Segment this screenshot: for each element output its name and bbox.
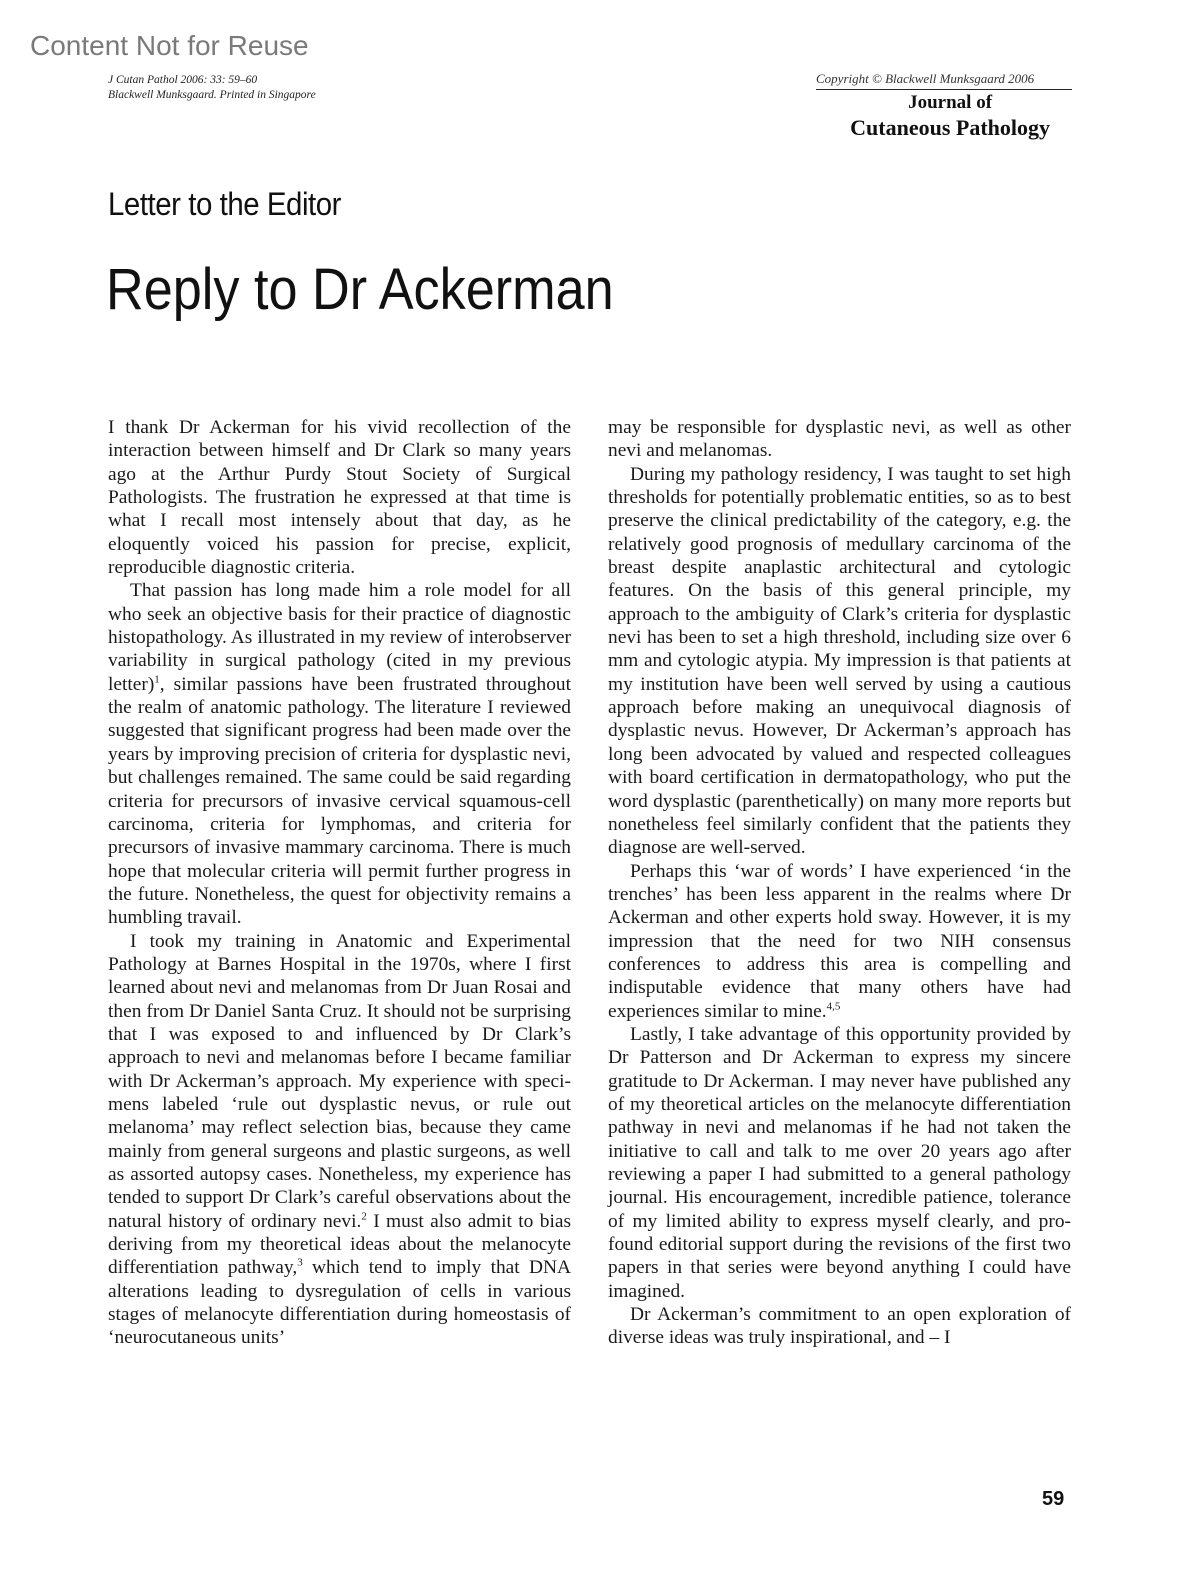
journal-name-line2: Cutaneous Pathology [850, 115, 1050, 140]
text-run: That passion has long made him a role model for all who seek an objective basis for their practice of diagnostic histopathology. As illustrated in my review of interobserver variability in surgical pathology (cited in my previous letter) [108, 580, 571, 695]
left-column [108, 416, 571, 1350]
paragraph: Dr Ackerman’s commitment to an open exploration of diverse ideas was truly inspirational, and – I [608, 1304, 1071, 1349]
reference-marker: 2 [361, 1210, 367, 1223]
reference-marker: 4,5 [826, 1000, 841, 1013]
citation-line: J Cutan Pathol 2006: 33: 59–60 [108, 74, 258, 86]
right-column [608, 416, 1071, 1350]
text-run: I must also admit to bias deriving from my theoretical ideas about the melanocyte differentiation pathway, [108, 1210, 571, 1279]
text-run: , similar passions have been frustrated throughout the realm of anatomic pathology. The literature I reviewed suggested that significant progress had been made over the years by improving precision of criteria for dysplastic nevi, but challenges remained. The same could be said regarding criteria for precursors of invasive cervical squamous-cell carcinoma, criteria for lymphomas, and criteria for precursors of invasive mammary carcinoma. There is much hope that molecular criteria will permit further progress in the future. Nonetheless, the quest for objectivity remains a humbling travail. [108, 673, 571, 929]
paragraph: During my pathology residency, I was taught to set high thresholds for potentially problematic entities, so as to best preserve the clinical predictability of the category, e.g. the relatively good prognosis of medullary carcinoma of the breast despite anaplastic architectural and cytologic features. On the basis of this general principle, my approach to the ambiguity of Clark’s criteria for dysplastic nevi has been to set a high threshold, including size over 6 mm and cytologic atypia. My impression is that patients at my institution have been well served by using a cautious approach before making an unequivocal diagnosis of dysplastic nevus. However, Dr Ackerman’s approach has long been advocated by valued and respected colleagues with board certification in dermatopathology, who put the word dysplastic (parenthetically) on many more reports but nonetheless feel similarly confident that the patients they diagnose are well-served. [608, 463, 1071, 859]
printed-in-line: Blackwell Munksgaard. Printed in Singapore [108, 89, 316, 101]
journal-logo [850, 92, 1050, 142]
paragraph: may be responsible for dysplastic nevi, as well as other nevi and melanomas. [608, 417, 1071, 462]
section-label: Letter to the Editor [108, 186, 342, 222]
text-run: Perhaps this ‘war of words’ I have experienced ‘in the trenches’ has been less apparent in the realms where Dr Ackerman and other experts hold sway. However, it is my impression that the need for two NIH consensus conferences to address this area is compelling and indisputable evidence that many others have had experiences similar to mine. [608, 860, 1071, 1022]
paragraph [108, 579, 571, 929]
reference-marker: 1 [154, 673, 160, 686]
paragraph: I thank Dr Ackerman for his vivid recollection of the interaction between himself and Dr Clark so many years ago at the Arthur Purdy Stout Society of Surgical Pathologists. The frustration he expressed at that time is what I recall most intensely about that day, as he eloquently voiced his passion for precise, explicit, reproducible diagnostic criteria. [108, 417, 571, 579]
paragraph [108, 930, 571, 1350]
watermark: Content Not for Reuse [30, 30, 309, 61]
text-run: which tend to imply that DNA alterations leading to dysregulation of cells in various stages of melanocyte differentiation during homeostasis of ‘neurocutaneous units’ [108, 1257, 572, 1349]
paragraph [608, 860, 1071, 1023]
journal-name-line1: Journal of [908, 92, 993, 113]
journal-citation [108, 73, 316, 103]
article-title: Reply to Dr Ackerman [106, 257, 614, 322]
paragraph: Lastly, I take advantage of this opportunity provided by Dr Patterson and Dr Ackerman to express my sincere gratitude to Dr Ackerman. I may never have published any of my theoretical articles on the melanocyte differentiation pathway in nevi and melanomas if he had not taken the initiative to call and talk to me over 20 years ago after reviewing a paper I had submitted to a general pathology journal. His encouragement, incredible patience, tolerance of my limited ability to express myself clearly, and profound editorial support during the revisions of the first two papers in that series were beyond anything I could have imagined. [608, 1023, 1071, 1302]
reference-marker: 3 [297, 1256, 303, 1269]
text-run: I took my training in Anatomic and Experimental Pathology at Barnes Hospital in the 1970s, where I first learned about nevi and melanomas from Dr Juan Rosai and then from Dr Daniel Santa Cruz. It should not be surprising that I was exposed to and influenced by Dr Clark’s approach to nevi and melanomas before I became familiar with Dr Ackerman’s approach. My experience with specimens labeled ‘rule out dysplastic nevus, or rule out melanoma’ may reflect selection bias, because they came mainly from general surgeons and plastic surgeons, as well as assorted autopsy cases. Nonetheless, my experience has tended to support Dr Clark’s careful observations about the natural history of ordinary nevi. [108, 930, 571, 1232]
copyright-notice: Copyright © Blackwell Munksgaard 2006 [816, 71, 1072, 90]
page-number: 59 [1042, 1488, 1065, 1510]
